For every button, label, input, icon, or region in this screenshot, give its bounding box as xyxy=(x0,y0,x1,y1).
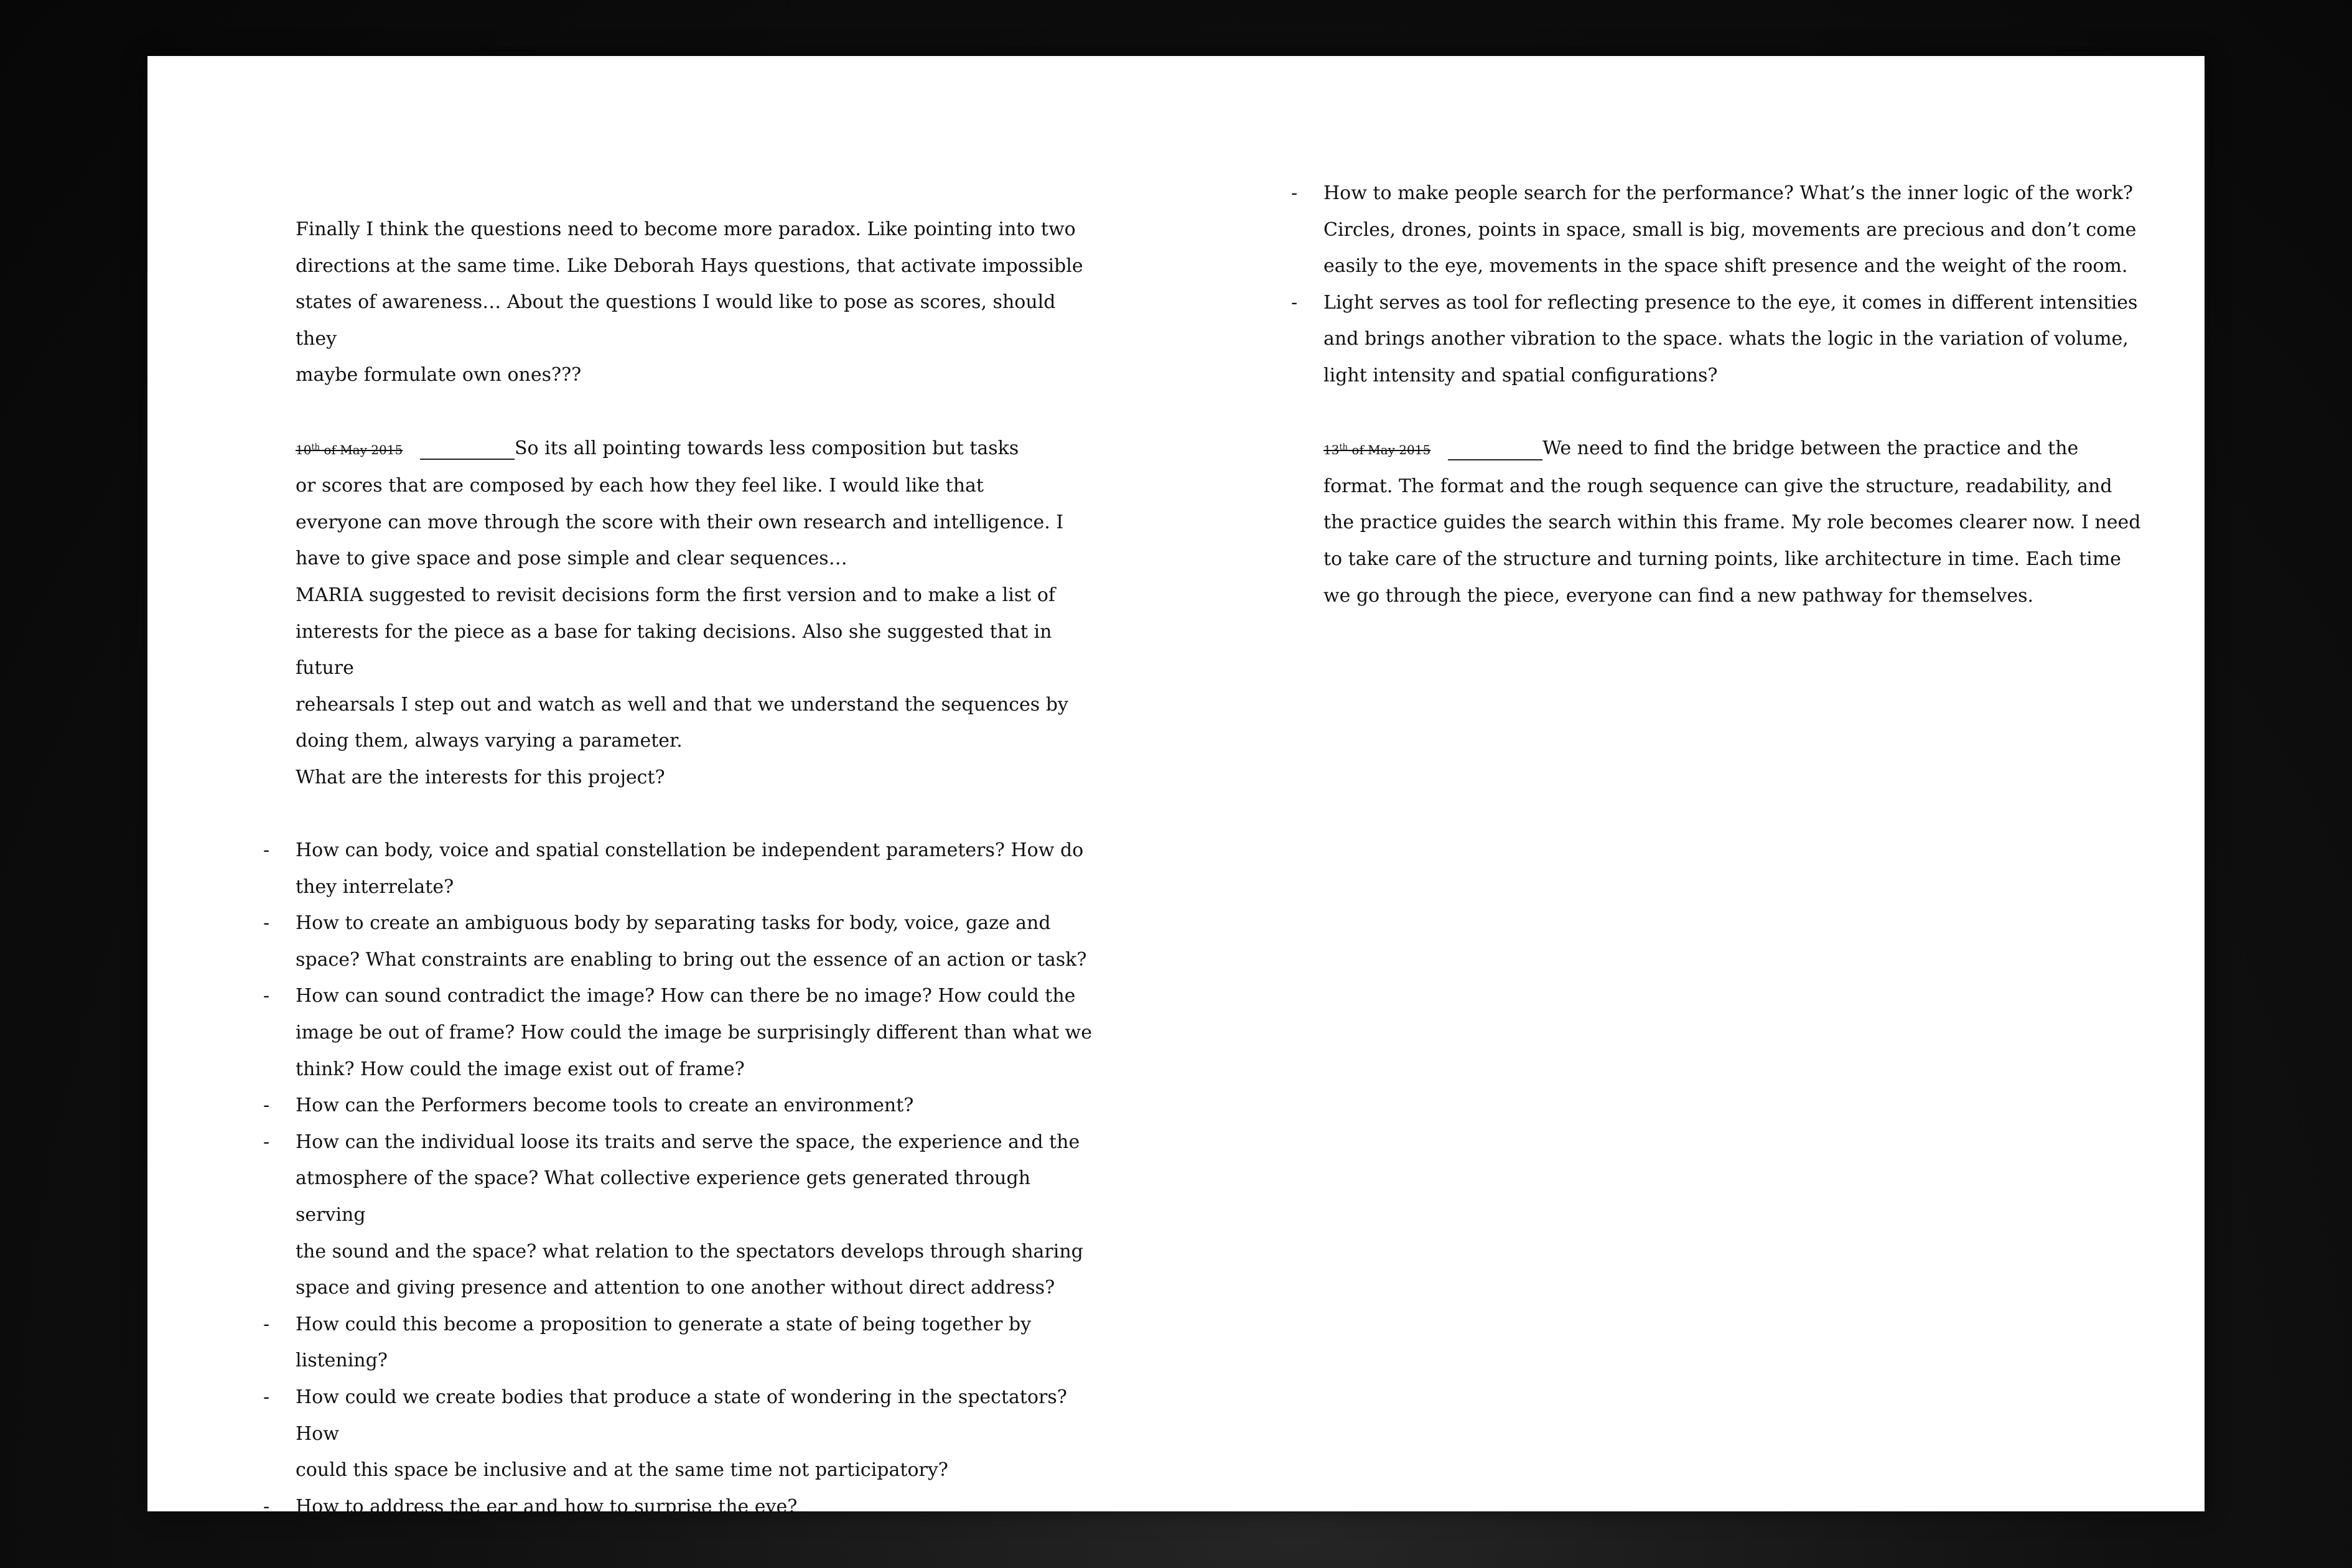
text-line: maybe formulate own ones??? xyxy=(296,364,582,386)
entry-first-line xyxy=(296,431,1098,469)
text-line: we go through the piece, everyone can find a new pathway for themselves. xyxy=(1323,584,2034,607)
text-line: have to give space and pose simple and clear sequences… xyxy=(296,548,847,570)
text-line: to take care of the structure and turning points, like architecture in time. Each time xyxy=(1323,548,2121,570)
question-item: - How could we create bodies that produce a state of wondering in the spectators? How could this space be inclusive and at the same time not participatory? xyxy=(296,1379,1098,1489)
text-line: the practice guides the search within this frame. My role becomes clearer now. I need xyxy=(1323,511,2141,534)
bullet-dash: - xyxy=(263,1094,270,1117)
text-line: Finally I think the questions need to become more paradox. Like pointing into two xyxy=(296,218,1076,240)
question-item: - How to make people search for the performance? What’s the inner logic of the work? Circles, drones, points in space, small is big, movements are precious and don’t come easily to the eye, movements in the space shift presence and the weight of the room. xyxy=(1323,175,2219,285)
bullet-dash: - xyxy=(263,1495,270,1518)
journal-entry-may-13 xyxy=(1323,431,2219,614)
bullet-dash: - xyxy=(263,912,270,935)
bullet-dash: - xyxy=(263,839,270,862)
left-page xyxy=(263,212,1098,1525)
text-line: rehearsals I step out and watch as well and that we understand the sequences by xyxy=(296,693,1068,716)
question-item: - How can body, voice and spatial constellation be independent parameters? How do they interrelate? xyxy=(296,833,1098,905)
text-line: or scores that are composed by each how they feel like. I would like that xyxy=(296,475,984,497)
date-stamp: 10th of May 2015 xyxy=(296,432,515,469)
text-line: states of awareness… About the questions I would like to pose as scores, should they xyxy=(296,291,1056,350)
bullet-dash: - xyxy=(263,1386,270,1408)
entry-first-line xyxy=(1323,431,2219,469)
bullet-dash: - xyxy=(1291,291,1298,314)
question-item: - How could this become a proposition to generate a state of being together by listening? xyxy=(296,1307,1098,1379)
text-line: directions at the same time. Like Deborah Hays questions, that activate impossible xyxy=(296,254,1083,277)
text-line: doing them, always varying a parameter. xyxy=(296,730,683,752)
questions-list xyxy=(263,833,1098,1525)
question-item: - How to create an ambiguous body by separating tasks for body, voice, gaze and space? What constraints are enabling to bring out the essence of an action or task? xyxy=(296,905,1098,978)
question-item: - How to address the ear and how to surprise the eye? xyxy=(296,1489,1098,1526)
question-item: - How can the individual loose its traits and serve the space, the experience and the atmosphere of the space? What collective experience gets generated through serving the sound and the space? what relation to the spectators develops through sharing space and giving presence and attention to one another without direct address? xyxy=(296,1124,1098,1307)
right-page xyxy=(1291,175,2219,614)
document-spread xyxy=(147,56,2205,1518)
question-item: - How can the Performers become tools to create an environment? xyxy=(296,1088,1098,1124)
text-line: MARIA suggested to revisit decisions form the first version and to make a list of xyxy=(296,584,1055,606)
text-line: We need to find the bridge between the practice and the xyxy=(1542,437,2079,460)
text-line: What are the interests for this project? xyxy=(296,766,665,788)
question-item: - How can sound contradict the image? How can there be no image? How could the image be out of frame? How could the image be surprisingly different than what we think? How could the image exist out of frame? xyxy=(296,978,1098,1088)
bullet-dash: - xyxy=(263,985,270,1007)
text-line: So its all pointing towards less composition but tasks xyxy=(515,437,1019,459)
intro-paragraph xyxy=(296,212,1098,394)
bullet-dash: - xyxy=(263,1131,270,1153)
date-stamp: 13th of May 2015 xyxy=(1323,432,1542,469)
question-item: - Light serves as tool for reflecting presence to the eye, it comes in different intensities and brings another vibration to the space. whats the logic in the variation of volume, light intensity and spatial configurations? xyxy=(1323,285,2219,394)
bullet-dash: - xyxy=(263,1313,270,1335)
text-line: everyone can move through the score with their own research and intelligence. I xyxy=(296,511,1064,533)
text-line: format. The format and the rough sequence can give the structure, readability, and xyxy=(1323,475,2112,497)
text-line: interests for the piece as a base for taking decisions. Also she suggested that in future xyxy=(296,620,1052,679)
journal-entry-may-10 xyxy=(296,431,1098,796)
bullet-dash: - xyxy=(1291,182,1298,204)
questions-list-continued xyxy=(1291,175,2219,394)
